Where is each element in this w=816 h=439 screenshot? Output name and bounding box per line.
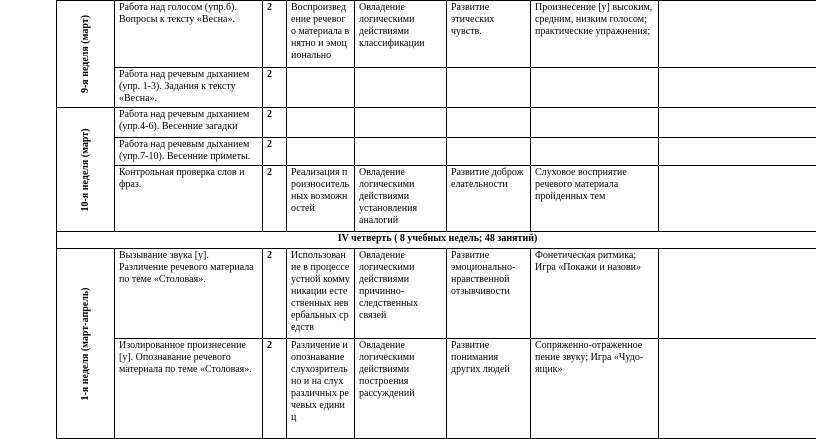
- table-row: [57, 339, 816, 439]
- empty-cell: [287, 138, 355, 166]
- hours-cell: 2: [263, 249, 287, 339]
- empty-cell: [531, 68, 659, 108]
- quarter-row: [57, 232, 816, 249]
- personal-result-cell: Развитие доброжелательности: [447, 166, 531, 232]
- week-label: 9-я неделя (март): [79, 14, 91, 94]
- empty-cell: [287, 68, 355, 108]
- empty-cell: [659, 68, 816, 108]
- speech-result-cell: Использование в процессе устной коммуникации естественных невербальных средств: [287, 249, 355, 339]
- cognitive-result-cell: Овладение логическими действиями установления аналогий: [355, 166, 447, 232]
- hours-cell: 2: [263, 108, 287, 138]
- empty-cell: [447, 138, 531, 166]
- empty-cell: [355, 68, 447, 108]
- topic-cell: Контрольная проверка слов и фраз.: [115, 166, 263, 232]
- hours-cell: 2: [263, 1, 287, 68]
- empty-cell: [659, 108, 816, 138]
- table-row: [57, 249, 816, 339]
- week-cell: [57, 1, 115, 108]
- topic-cell: Работа над речевым дыханием (упр. 1-3). Задания к тексту «Весна».: [115, 68, 263, 108]
- personal-result-cell: Развитие понимания других людей: [447, 339, 531, 439]
- topic-cell: Вызывание звука [у]. Различение речевого материала по теме «Столовая».: [115, 249, 263, 339]
- personal-result-cell: Развитие эмоционально-нравственной отзывчивости: [447, 249, 531, 339]
- cognitive-result-cell: Овладение логическими действиями причинно-следственных связей: [355, 249, 447, 339]
- hours-cell: 2: [263, 339, 287, 439]
- table-row: [57, 138, 816, 166]
- activity-cell: Слуховое восприятие речевого материала пройденных тем: [531, 166, 659, 232]
- cognitive-result-cell: Овладение логическими действиями построения рассуждений: [355, 339, 447, 439]
- activity-cell: Сопряженно-отраженное пение звуку; Игра «Чудо-ящик»: [531, 339, 659, 439]
- hours-cell: 2: [263, 166, 287, 232]
- empty-cell: [659, 339, 816, 439]
- activity-cell: Произнесение [у] высоким, средним, низким голосом; практические упражнения;: [531, 1, 659, 68]
- speech-result-cell: Воспроизведение речевого материала внятно и эмоционально: [287, 1, 355, 68]
- empty-cell: [355, 138, 447, 166]
- speech-result-cell: Реализация произносительных возможностей: [287, 166, 355, 232]
- speech-result-cell: Различение и опознавание слухозрительно и на слух различных речевых единиц: [287, 339, 355, 439]
- week-cell: [57, 249, 115, 439]
- activity-cell: Фонетическая ритмика; Игра «Покажи и назови»: [531, 249, 659, 339]
- topic-cell: Работа над голосом (упр.6). Вопросы к тексту «Весна».: [115, 1, 263, 68]
- empty-cell: [447, 68, 531, 108]
- empty-cell: [355, 108, 447, 138]
- week-cell: [57, 108, 115, 232]
- lesson-plan-table: [56, 0, 816, 439]
- topic-cell: Изолированное произнесение [у]. Опознавание речевого материала по теме «Столовая».: [115, 339, 263, 439]
- empty-cell: [659, 249, 816, 339]
- empty-cell: [659, 138, 816, 166]
- personal-result-cell: Развитие этических чувств.: [447, 1, 531, 68]
- table-row: [57, 68, 816, 108]
- week-label: 1-я неделя (март-апрель): [79, 287, 91, 400]
- week-label: 10-я неделя (март): [79, 127, 91, 212]
- table-row: [57, 166, 816, 232]
- table-row: [57, 1, 816, 68]
- empty-cell: [531, 108, 659, 138]
- empty-cell: [659, 166, 816, 232]
- empty-cell: [447, 108, 531, 138]
- empty-cell: [287, 108, 355, 138]
- quarter-header: IV четверть ( 8 учебных недель; 48 занятий): [57, 232, 816, 249]
- empty-cell: [531, 138, 659, 166]
- cognitive-result-cell: Овладение логическими действиями классификации: [355, 1, 447, 68]
- hours-cell: 2: [263, 138, 287, 166]
- topic-cell: Работа над речевым дыханием (упр.4-6). Весенние загадки: [115, 108, 263, 138]
- empty-cell: [659, 1, 816, 68]
- hours-cell: 2: [263, 68, 287, 108]
- table-row: [57, 108, 816, 138]
- topic-cell: Работа над речевым дыханием (упр.7-10). Весенние приметы.: [115, 138, 263, 166]
